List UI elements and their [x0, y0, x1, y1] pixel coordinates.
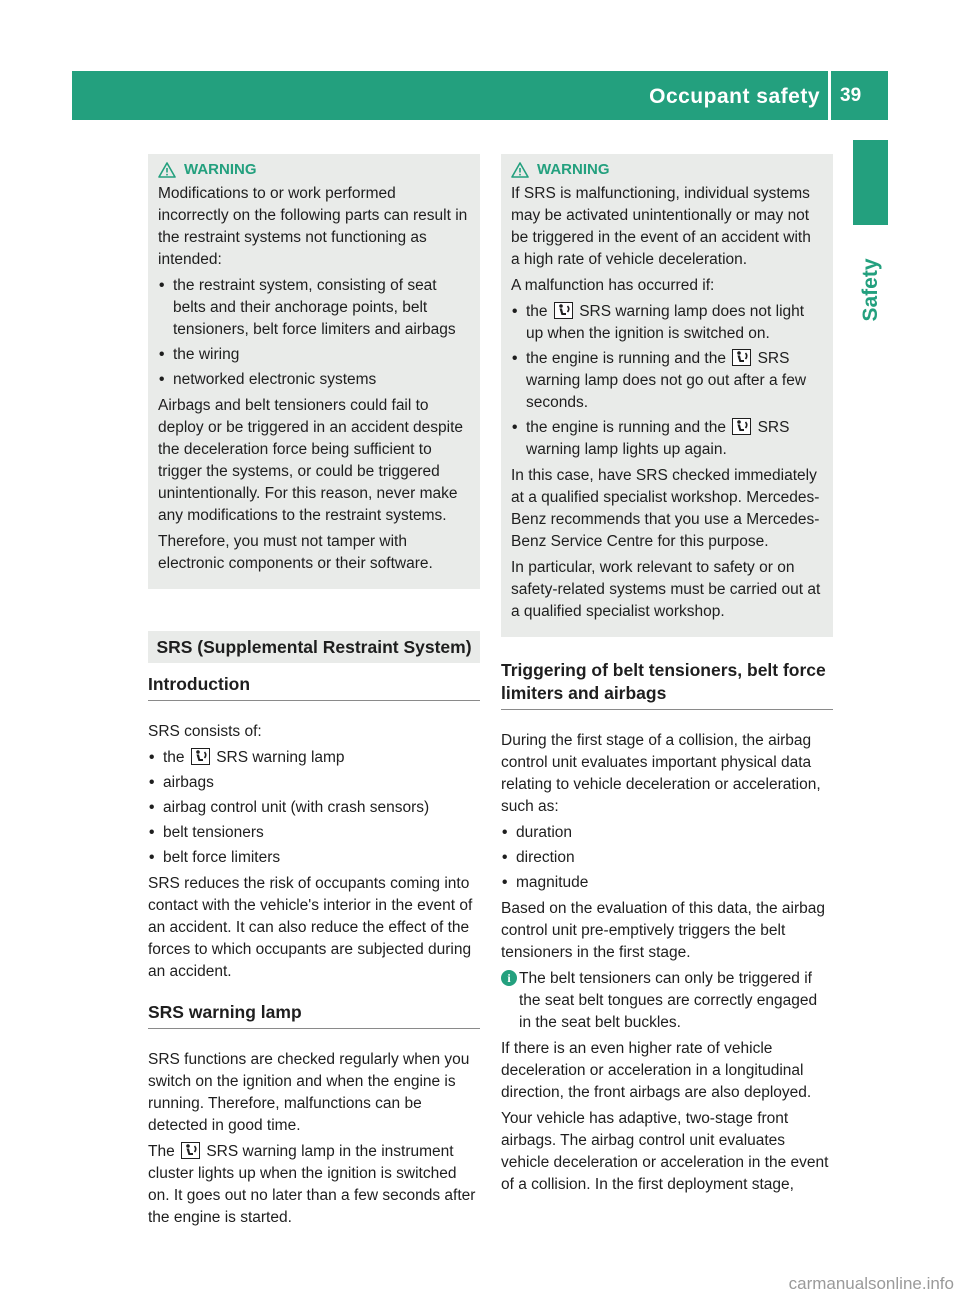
warning-heading	[158, 159, 470, 181]
text: the	[163, 749, 185, 766]
warning-paragraph: A malfunction has occurred if:	[511, 277, 715, 294]
list-item: • the wiring	[158, 344, 470, 366]
airbag-warning-icon	[732, 418, 751, 435]
watermark: carmanualsonline.info	[788, 1274, 954, 1293]
text: SRS warning lamp does not go out after a few seconds.	[526, 350, 807, 411]
trigger-paragraph: Based on the evaluation of this data, the airbag control unit pre-emptively triggers the belt tensioners in the first stage.	[501, 900, 826, 961]
deceleration-data-list	[501, 822, 833, 894]
list-item: • the restraint system, consisting of seat belts and their anchorage points, belt tensioners, belt force limiters and airbags	[158, 275, 470, 341]
trigger-body	[501, 730, 833, 1196]
info-note	[501, 968, 833, 1034]
chapter-title: Occupant safety	[649, 85, 820, 108]
right-column	[501, 154, 833, 1200]
intro-heading: Introduction	[148, 673, 480, 701]
trigger-paragraph: During the first stage of a collision, the airbag control unit evaluates important physical data relating to vehicle deceleration or acceleration, such as:	[501, 732, 821, 815]
airbag-warning-icon	[554, 302, 573, 319]
text: The	[148, 1143, 175, 1160]
warning-paragraph: In this case, have SRS checked immediately at a qualified specialist workshop. Mercedes-Benz recommends that you use a Mercedes-Benz Service Centre for this purpose.	[511, 467, 820, 550]
list-item	[511, 348, 823, 414]
warning-box	[148, 154, 480, 589]
trigger-paragraph: If there is an even higher rate of vehicle deceleration or acceleration in a longitudinal direction, the front airbags are also deployed.	[501, 1040, 812, 1101]
warning-triangle-icon	[511, 162, 529, 178]
warning-paragraph: Therefore, you must not tamper with electronic components or their software.	[158, 533, 433, 572]
warning-triangle-icon	[158, 162, 176, 178]
airbag-warning-icon	[181, 1142, 200, 1159]
list-item: • airbags	[148, 772, 480, 794]
page-header	[72, 71, 888, 120]
warning-paragraph: In particular, work relevant to safety or on safety-related systems must be carried out at a qualified specialist workshop.	[511, 559, 821, 620]
warning-title: WARNING	[537, 161, 610, 178]
list-item: • magnitude	[501, 872, 833, 894]
list-item: • belt force limiters	[148, 847, 480, 869]
warning-paragraph: If SRS is malfunctioning, individual systems may be activated unintentionally or may not be triggered in the event of an accident with a high rate of vehicle deceleration.	[511, 185, 811, 268]
text: SRS warning lamp does not light up when the ignition is switched on.	[526, 303, 805, 342]
lamp-paragraph	[148, 1141, 480, 1229]
airbag-warning-icon	[732, 349, 751, 366]
left-column	[148, 154, 480, 1233]
side-tab-label	[853, 240, 888, 340]
trigger-heading: Triggering of belt tensioners, belt force limiters and airbags	[501, 659, 833, 710]
warning-paragraph: Airbags and belt tensioners could fail to deploy or be triggered in an accident despite the deceleration force being sufficient to trigger the systems, or could be triggered unintentionally. For this reason, never make any modifications to the restraint systems.	[158, 397, 464, 524]
text: SRS warning lamp	[216, 749, 345, 766]
list-item: • direction	[501, 847, 833, 869]
list-item: • networked electronic systems	[158, 369, 470, 391]
side-tab-marker	[853, 140, 888, 225]
list-item: • airbag control unit (with crash sensors)	[148, 797, 480, 819]
trigger-paragraph: Your vehicle has adaptive, two-stage front airbags. The airbag control unit evaluates vehicle deceleration or acceleration in the event of a collision. In the first deployment stage,	[501, 1110, 829, 1193]
malfunction-list	[511, 301, 823, 461]
text: SRS warning lamp lights up again.	[526, 419, 790, 458]
list-item	[511, 301, 823, 345]
text: the engine is running and the	[526, 419, 726, 436]
header-divider	[828, 71, 831, 120]
info-text: The belt tensioners can only be triggered if the seat belt tongues are correctly engaged in the seat belt buckles.	[519, 970, 818, 1031]
text: SRS warning lamp in the instrument cluster lights up when the ignition is switched on. It goes out no later than a few seconds after the engine is started.	[148, 1143, 476, 1226]
warning-title: WARNING	[184, 161, 257, 178]
intro-body	[148, 721, 480, 983]
section-title: SRS (Supplemental Restraint System)	[148, 631, 480, 663]
warning-box	[501, 154, 833, 637]
list-item	[148, 747, 480, 769]
page-number: 39	[840, 85, 862, 106]
lamp-paragraph: SRS functions are checked regularly when you switch on the ignition and when the engine is running. Therefore, malfunctions can be detected in good time.	[148, 1051, 470, 1134]
list-item: • duration	[501, 822, 833, 844]
list-item: • belt tensioners	[148, 822, 480, 844]
warning-heading	[511, 159, 823, 181]
lamp-body	[148, 1049, 480, 1229]
lamp-heading: SRS warning lamp	[148, 1001, 480, 1029]
intro-paragraph: SRS reduces the risk of occupants coming into contact with the vehicle's interior in the event of an accident. It can also reduce the effect of the forces to which occupants are subjected during an accident.	[148, 875, 473, 980]
warning-list	[158, 275, 470, 391]
warning-paragraph: Modifications to or work performed incorrectly on the following parts can result in the restraint systems not functioning as intended:	[158, 185, 468, 268]
text: the	[526, 303, 548, 320]
srs-components-list	[148, 747, 480, 869]
airbag-warning-icon	[191, 748, 210, 765]
info-icon: i	[501, 970, 517, 986]
side-tab-text: Safety	[858, 258, 882, 322]
text: the engine is running and the	[526, 350, 726, 367]
list-item	[511, 417, 823, 461]
intro-lead: SRS consists of:	[148, 723, 262, 740]
